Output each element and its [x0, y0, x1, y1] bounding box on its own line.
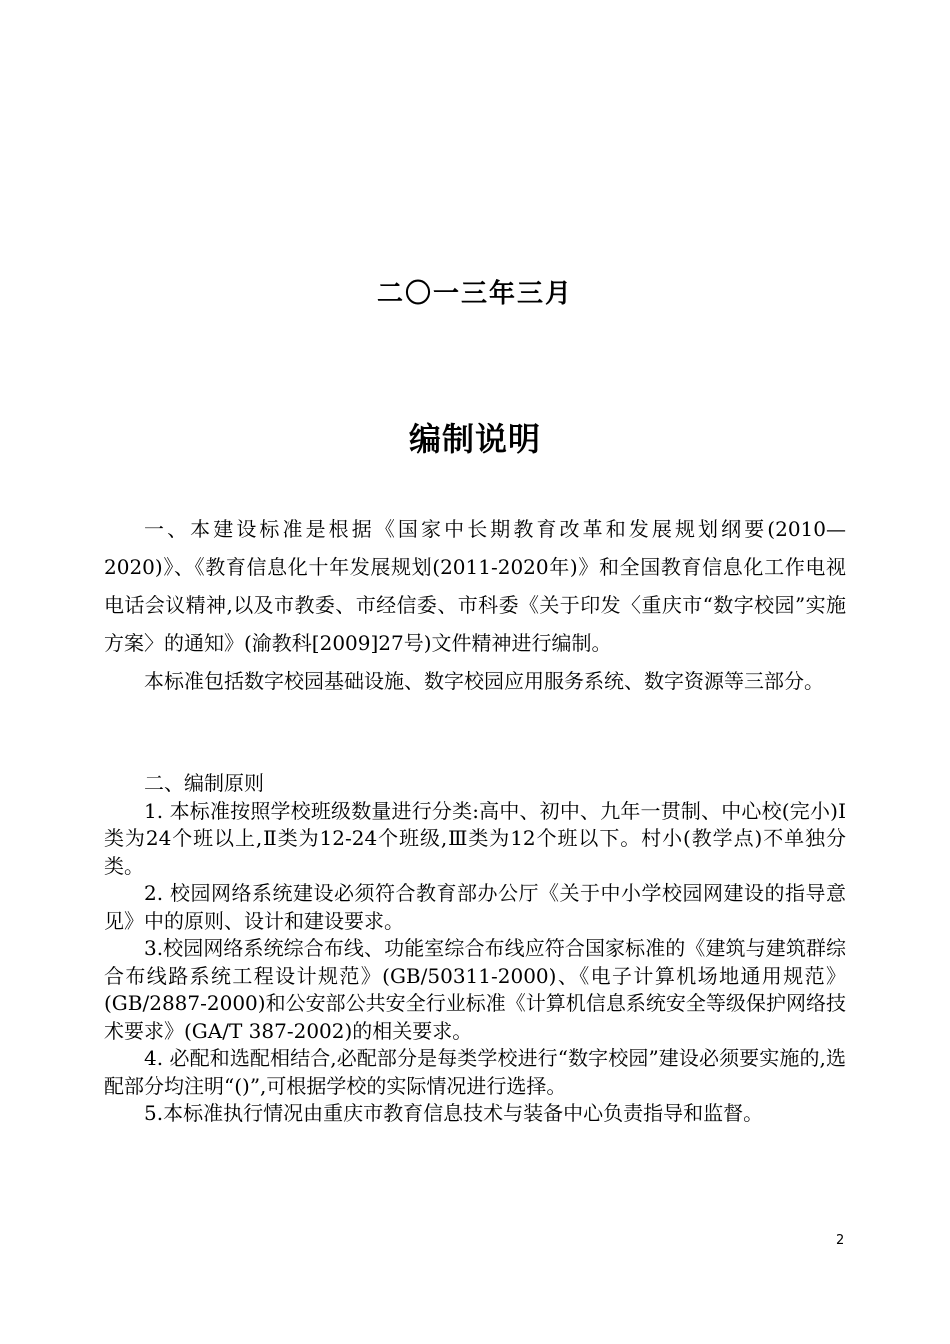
principle-item: 4. 必配和选配相结合,必配部分是每类学校进行“数字校园”建设必须要实施的,选配部分均注明“()”,可根据学校的实际情况进行选择。 — [104, 1046, 846, 1098]
paragraph-scope: 本标准包括数字校园基础设施、数字校园应用服务系统、数字资源等三部分。 — [144, 669, 824, 693]
section-one — [104, 510, 846, 700]
principle-item: 2. 校园网络系统建设必须符合教育部办公厅《关于中小学校园网建设的指导意见》中的原则、设计和建设要求。 — [104, 881, 846, 933]
section-two — [104, 770, 846, 1128]
principle-item: 5.本标准执行情况由重庆市教育信息技术与装备中心负责指导和监督。 — [144, 1101, 764, 1125]
date-line: 二〇一三年三月 — [376, 279, 573, 309]
principle-item: 1. 本标准按照学校班级数量进行分类:高中、初中、九年一贯制、中心校(完小)Ⅰ类为24个班以上,Ⅱ类为12-24个班级,Ⅲ类为12个班以下。村小(教学点)不单独分类。 — [104, 798, 846, 878]
paragraph-basis: 一、本建设标准是根据《国家中长期教育改革和发展规划纲要(2010—2020)》、《教育信息化十年发展规划(2011-2020年)》和全国教育信息化工作电视电话会议精神,以及市教委、市经信委、市科委《关于印发〈重庆市“数字校园”实施方案〉的通知》(渝教科[2009]27号)文件精神进行编制。 — [104, 517, 846, 655]
section-two-heading: 二、编制原则 — [144, 771, 264, 795]
page-title: 编制说明 — [408, 420, 541, 458]
page-number: 2 — [836, 1233, 845, 1248]
principle-item: 3.校园网络系统综合布线、功能室综合布线应符合国家标准的《建筑与建筑群综合布线路系统工程设计规范》(GB/50311-2000)、《电子计算机场地通用规范》(GB/2887-2000)和公安部公共安全行业标准《计算机信息系统安全等级保护网络技术要求》(GA/T 387-2002)的相关要求。 — [104, 936, 846, 1043]
